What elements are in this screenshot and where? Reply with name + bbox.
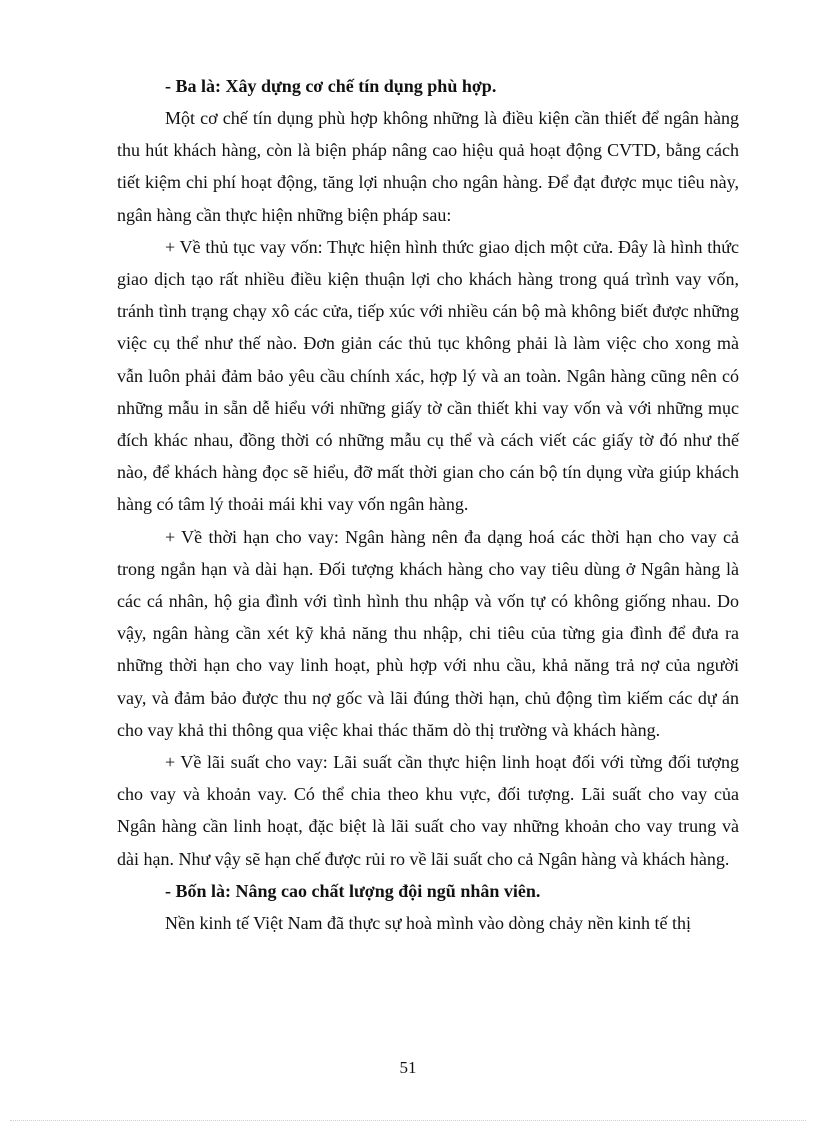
page-bottom-divider xyxy=(10,1120,806,1121)
paragraph-lai-suat-cho-vay: + Về lãi suất cho vay: Lãi suất cần thực hiện linh hoạt đối với từng đối tượng cho vay và khoản vay. Có thể chia theo khu vực, đối tượng. Lãi suất cho vay của Ngân hàng cần linh hoạt, đặc biệt là lãi suất cho vay những khoản cho vay trung và dài hạn. Như vậy sẽ hạn chế được rủi ro về lãi suất cho cả Ngân hàng và khách hàng. xyxy=(117,752,739,869)
section-heading-bon-la: - Bốn là: Nâng cao chất lượng đội ngũ nhân viên. xyxy=(165,880,541,901)
section-heading-ba-la: - Ba là: Xây dựng cơ chế tín dụng phù hợp. xyxy=(165,76,497,96)
page-number: 51 xyxy=(399,1058,417,1077)
paragraph-thoi-han-cho-vay: + Về thời hạn cho vay: Ngân hàng nên đa dạng hoá các thời hạn cho vay cả trong ngắn hạn và dài hạn. Đối tượng khách hàng cho vay tiêu dùng ở Ngân hàng là các cá nhân, hộ gia đình với tình hình thu nhập và vốn tự có không giống nhau. Do vậy, ngân hàng cần xét kỹ khả năng thu nhập, chi tiêu của từng gia đình để đưa ra những thời hạn cho vay linh hoạt, phù hợp với nhu cầu, khả năng trả nợ của người vay, và đảm bảo được thu nợ gốc và lãi đúng thời hạn, chủ động tìm kiếm các dự án cho vay khả thi thông qua việc khai thác thăm dò thị trường và khách hàng. xyxy=(117,526,739,740)
paragraph-nen-kinh-te: Nền kinh tế Việt Nam đã thực sự hoà mình vào dòng chảy nền kinh tế thị xyxy=(165,912,691,933)
document-page xyxy=(117,70,739,939)
paragraph-thu-tuc-vay-von: + Về thủ tục vay vốn: Thực hiện hình thức giao dịch một cửa. Đây là hình thức giao dịch tạo rất nhiều điều kiện thuận lợi cho khách hàng trong quá trình vay vốn, tránh tình trạng chạy xô các cửa, tiếp xúc với nhiều cán bộ mà không biết được những việc cụ thể như thế nào. Đơn giản các thủ tục không phải là làm việc cho xong mà vẫn luôn phải đảm bảo yêu cầu chính xác, hợp lý và an toàn. Ngân hàng cũng nên có những mẫu in sẵn dễ hiểu với những giấy tờ cần thiết khi vay vốn và với những mục đích khác nhau, đồng thời có những mẫu cụ thể và cách viết các giấy tờ đó như thế nào, để khách hàng đọc sẽ hiểu, đỡ mất thời gian cho cán bộ tín dụng vừa giúp khách hàng có tâm lý thoải mái khi vay vốn ngân hàng. xyxy=(117,236,739,515)
paragraph-co-che-tin-dung: Một cơ chế tín dụng phù hợp không những là điều kiện cần thiết để ngân hàng thu hút khách hàng, còn là biện pháp nâng cao hiệu quả hoạt động CVTD, bằng cách tiết kiệm chi phí hoạt động, tăng lợi nhuận cho ngân hàng. Để đạt được mục tiêu này, ngân hàng cần thực hiện những biện pháp sau: xyxy=(117,108,739,225)
